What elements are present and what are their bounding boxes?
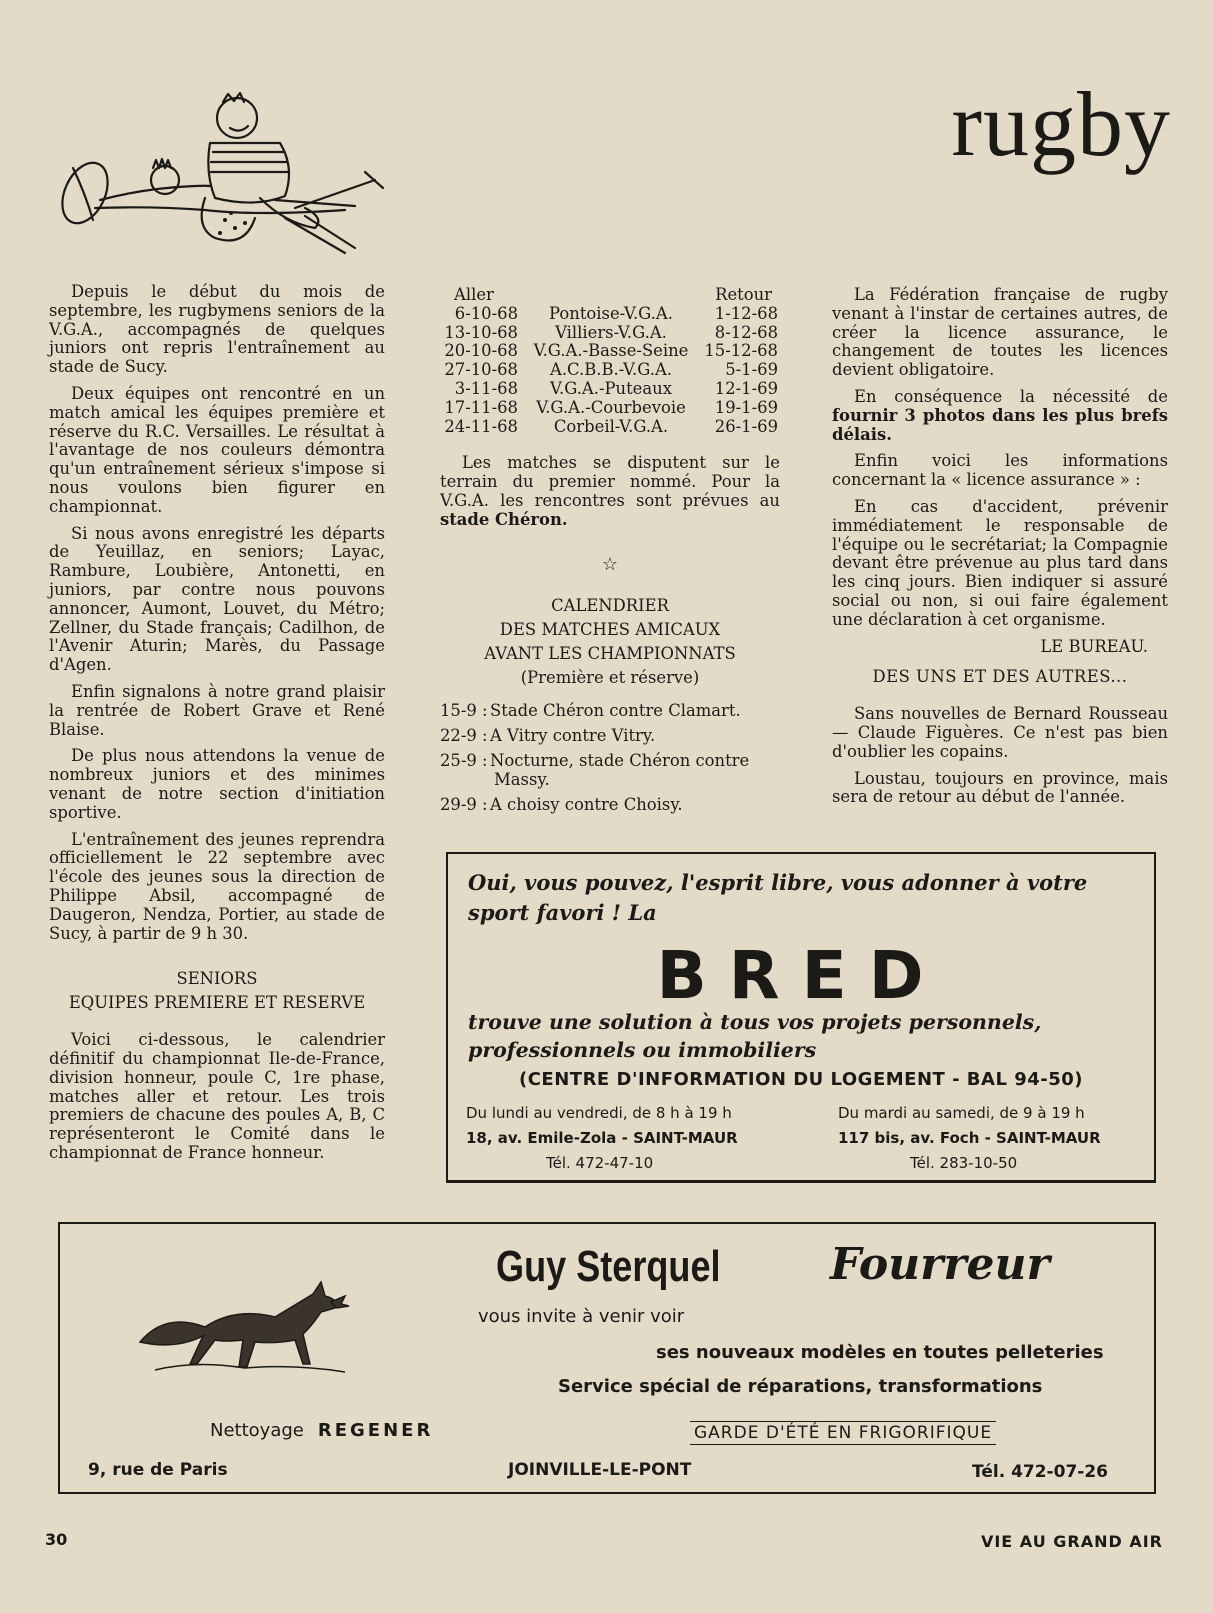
schedule-match: V.G.A.-Puteaux (550, 378, 672, 398)
schedule-match: Corbeil-V.G.A. (553, 416, 669, 436)
page-number: 30 (45, 1530, 68, 1549)
schedule-match: V.G.A.-Basse-Seine (533, 341, 689, 361)
paragraph (832, 388, 1168, 444)
calendar-item (440, 796, 780, 815)
calendar-heading-line: DES MATCHES AMICAUX (499, 620, 721, 640)
schedule-aller-date: 24-11-68 (444, 416, 518, 436)
paragraph: Loustau, toujours en province, mais sera de retour au début de l'année. (832, 768, 1168, 807)
schedule-note (440, 454, 780, 529)
paragraph: Deux équipes ont rencontré en un match amical les équipes première et réserve du R.C. Versailles. Le résultat à l'avantage de nos couleurs démontra qu'un entraînement sérieux s'impose si nous voulons bien figurer en championnat. (49, 383, 385, 516)
branch-address: 117 bis, av. Foch - SAINT-MAUR (838, 1129, 1101, 1147)
calendar-heading-line: (Première et réserve) (520, 668, 700, 688)
star-icon: ☆ (601, 553, 619, 575)
schedule-aller-date: 17-11-68 (444, 397, 518, 417)
paragraph: En cas d'accident, prévenir immédiatement le responsable de l'équipe ou le secrétariat; la Compagnie devant être prévenue au plus tard dans les cinq jours. Bien indiquer si assuré social ou non, si oui faire également une déclaration à cet organisme. (832, 496, 1168, 629)
schedule-row (440, 418, 780, 437)
schedule-aller-date: 13-10-68 (444, 322, 518, 342)
subheading-news: DES UNS ET DES AUTRES... (872, 667, 1128, 687)
calendar-date: 22-9 : (440, 726, 488, 746)
branch-phone: Tél. 283-10-50 (910, 1154, 1018, 1172)
signature: LE BUREAU. (1040, 636, 1148, 656)
aller-label: Aller (454, 285, 494, 304)
paragraph: Voici ci-dessous, le calendrier définitif du championnat Ile-de-France, division honneur, poule C, 1re phase, matches aller et retour. Les trois premiers de chacune des poules A, B, C représenteront le Comité dans le championnat de France honneur. (49, 1030, 385, 1163)
calendar-event: A choisy contre Choisy. (490, 794, 683, 814)
schedule-table (440, 305, 780, 437)
schedule-retour-date: 1-12-68 (714, 303, 778, 323)
calendar-list (440, 702, 780, 814)
paragraph: De plus nous attendons la venue de nombreux juniors et des minimes venant de notre section d'initiation sportive. (49, 746, 385, 822)
bred-info-centre: (CENTRE D'INFORMATION DU LOGEMENT - BAL 94-50) (519, 1069, 1083, 1090)
schedule-match: Pontoise-V.G.A. (549, 303, 673, 323)
schedule-retour-date: 12-1-69 (714, 378, 778, 398)
furrier-storage: GARDE D'ÉTÉ EN FRIGORIFIQUE (690, 1421, 996, 1445)
paragraph: La Fédération française de rugby venant à l'instar de certaines autres, de créer la licence assurance, le changement de toutes les licences devient obligatoire. (832, 285, 1168, 380)
subheading-seniors: SENIORS (176, 969, 258, 989)
fox-illustration (135, 1272, 350, 1382)
calendar-item (440, 752, 780, 790)
furrier-city: JOINVILLE-LE-PONT (508, 1460, 692, 1480)
paragraph-emphasis: fournir 3 photos dans les plus brefs délais. (832, 405, 1168, 444)
article-column-right (832, 286, 1168, 815)
schedule-retour-date: 19-1-69 (714, 397, 778, 417)
furrier-invite: vous invite à venir voir (478, 1306, 685, 1327)
section-title: rugby (951, 73, 1171, 175)
paragraph: Depuis le début du mois de septembre, les rugbymens seniors de la V.G.A., accompagnés de quelques juniors ont repris l'entraînement au stade de Sucy. (49, 282, 385, 377)
furrier-service: Service spécial de réparations, transformations (558, 1376, 1043, 1397)
paragraph: Enfin signalons à notre grand plaisir la rentrée de Robert Grave et René Blaise. (49, 681, 385, 739)
schedule-aller-date: 6-10-68 (454, 303, 518, 323)
schedule-match: Villiers-V.G.A. (555, 322, 667, 342)
paragraph: L'entraînement des jeunes reprendra officiellement le 22 septembre avec l'école des jeunes sous la direction de Philippe Absil, accompagné de Daugeron, Nendza, Portier, au stade de Sucy, à partir de 9 h 30. (49, 829, 385, 943)
schedule-row (440, 324, 780, 343)
schedule-retour-date: 8-12-68 (714, 322, 778, 342)
schedule-aller-date: 20-10-68 (444, 341, 518, 361)
paragraph: Sans nouvelles de Bernard Rousseau — Claude Figuères. Ce n'est pas bien d'oublier les copains. (832, 704, 1168, 761)
calendar-heading-line: AVANT LES CHAMPIONNATS (484, 644, 736, 664)
furrier-trade: Fourreur (830, 1239, 1050, 1290)
schedule-match: A.C.B.B.-V.G.A. (549, 360, 672, 380)
schedule-match: V.G.A.-Courbevoie (536, 397, 686, 417)
schedule-note-venue: stade Chéron. (440, 509, 568, 529)
bred-branch-left (466, 1101, 738, 1176)
bred-advertisement (446, 852, 1156, 1183)
schedule-row (440, 399, 780, 418)
branch-hours: Du mardi au samedi, de 9 à 19 h (838, 1104, 1085, 1122)
article-column-middle (440, 286, 780, 820)
paragraph: Si nous avons enregistré les départs de Yeuillaz, en seniors; Layac, Rambure, Loubière, Antonetti, en juniors, par contre nous pouvons annoncer, Aumont, Louvet, du Métro; Zellner, du Stade français; Cadilhon, de l'Avenir Aturin; Marès, du Passage d'Agen. (49, 523, 385, 675)
calendar-item (440, 727, 780, 746)
magazine-name: VIE AU GRAND AIR (980, 1532, 1163, 1551)
schedule-note-text: Les matches se disputent sur le terrain du premier nommé. Pour la V.G.A. les rencontres sont prévues au (440, 453, 780, 510)
paragraph-text: En conséquence la nécessité de (854, 386, 1168, 406)
bred-branch-right (838, 1101, 1101, 1176)
schedule-row (440, 380, 780, 399)
bred-tagline: trouve une solution à tous vos projets personnels, professionnels ou immobiliers (468, 1010, 1042, 1062)
schedule-aller-date: 3-11-68 (454, 378, 518, 398)
schedule-row (440, 361, 780, 380)
schedule-retour-date: 5-1-69 (725, 360, 778, 380)
calendar-event: A Vitry contre Vitry. (490, 726, 656, 746)
furrier-name: Guy Sterquel (496, 1242, 721, 1291)
furrier-advertisement (58, 1222, 1156, 1494)
subheading-teams: EQUIPES PREMIERE ET RESERVE (68, 993, 366, 1013)
rugby-cartoon-illustration (55, 88, 390, 263)
article-column-left (49, 283, 385, 1171)
schedule-retour-date: 26-1-69 (714, 416, 778, 436)
calendar-heading (440, 594, 780, 690)
furrier-address: 9, rue de Paris (88, 1460, 228, 1480)
cleaning-brand: REGENER (317, 1420, 434, 1441)
calendar-event: Stade Chéron contre Clamart. (490, 701, 741, 721)
furrier-models: ses nouveaux modèles en toutes pelleteries (656, 1342, 1104, 1363)
retour-label: Retour (715, 285, 772, 304)
calendar-heading-line: CALENDRIER (551, 596, 669, 616)
calendar-event: Nocturne, stade Chéron contre Massy. (490, 750, 750, 789)
bred-slogan: Oui, vous pouvez, l'esprit libre, vous adonner à votre sport favori ! La (468, 870, 1088, 925)
schedule-row (440, 305, 780, 324)
cleaning-label: Nettoyage (210, 1420, 304, 1441)
bred-logo: BRED (656, 937, 946, 1014)
calendar-item (440, 702, 780, 721)
calendar-date: 15-9 : (440, 701, 488, 721)
schedule-aller-date: 27-10-68 (444, 360, 518, 380)
schedule-retour-date: 15-12-68 (704, 341, 778, 361)
calendar-date: 29-9 : (440, 794, 488, 814)
furrier-phone: Tél. 472-07-26 (972, 1462, 1108, 1482)
furrier-cleaning (210, 1420, 433, 1441)
paragraph: Enfin voici les informations concernant la « licence assurance » : (832, 451, 1168, 490)
branch-address: 18, av. Emile-Zola - SAINT-MAUR (466, 1129, 738, 1147)
calendar-date: 25-9 : (440, 750, 488, 770)
branch-phone: Tél. 472-47-10 (546, 1154, 654, 1172)
schedule-header (440, 286, 780, 305)
schedule-row (440, 342, 780, 361)
branch-hours: Du lundi au vendredi, de 8 h à 19 h (466, 1104, 732, 1122)
